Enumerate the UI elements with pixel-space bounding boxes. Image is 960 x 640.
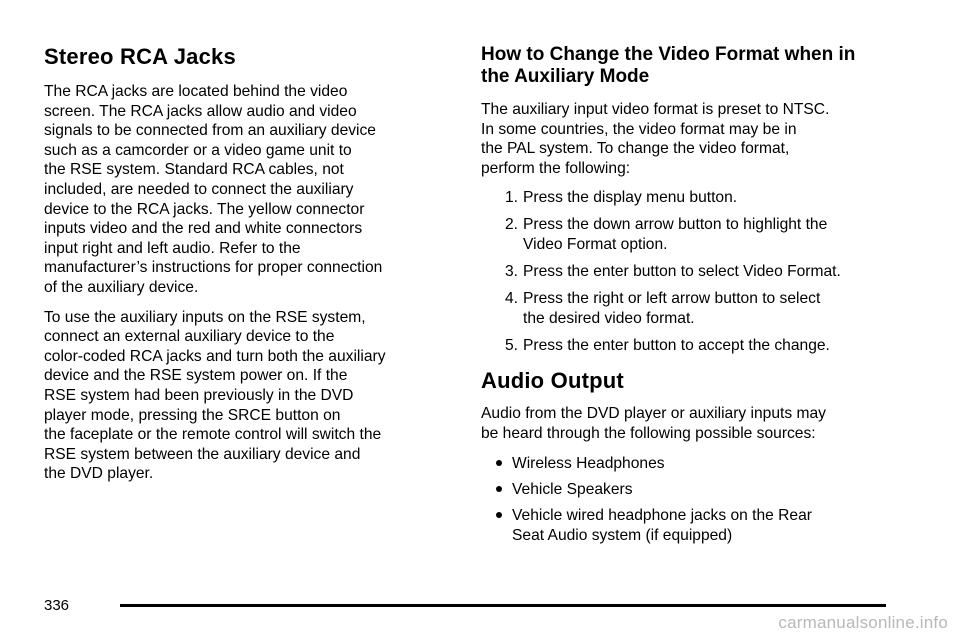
left-column [44, 44, 444, 494]
list-item [481, 215, 901, 255]
bullet-icon [481, 454, 512, 474]
audio-sources-list [481, 454, 901, 546]
watermark-text: carmanualsonline.info [778, 613, 948, 632]
list-item [481, 336, 901, 356]
list-item [481, 188, 901, 208]
list-item [481, 262, 901, 282]
footer-rule [120, 604, 886, 607]
step-text: Press the enter button to accept the change. [523, 337, 830, 355]
video-format-steps [481, 188, 901, 356]
right-column [481, 44, 901, 552]
page-number: 336 [44, 597, 70, 614]
step-number: 3. [504, 263, 518, 281]
section-heading-stereo-rca-jacks: Stereo RCA Jacks [44, 44, 236, 69]
bullet-text: Wireless Headphones [512, 454, 665, 472]
step-text: Press the display menu button. [523, 189, 738, 207]
step-number: 4. [504, 290, 518, 308]
audio-output-intro: Audio from the DVD player or auxiliary inputs may be heard through the following possible sources: [481, 405, 826, 442]
list-item [481, 454, 901, 474]
auxiliary-inputs-paragraph: To use the auxiliary inputs on the RSE system, connect an external auxiliary device to the color-coded RCA jacks and turn both the auxiliary device and the RSE system power on. If the RSE system had been previously in the DVD player mode, pressing the SRCE button on the faceplate or the remote control will switch the RSE system between the auxiliary device and the DVD player. [44, 308, 386, 483]
bullet-icon [481, 506, 512, 546]
section-heading-audio-output: Audio Output [481, 368, 624, 394]
section-heading-video-format: How to Change the Video Format when in the Auxiliary Mode [481, 44, 856, 87]
step-text: Press the right or left arrow button to select the desired video format. [523, 290, 821, 328]
step-number: 1. [504, 189, 518, 207]
step-number: 2. [504, 216, 518, 234]
list-item [481, 289, 901, 329]
bullet-icon [481, 480, 512, 500]
bullet-text: Vehicle wired headphone jacks on the Rear Seat Audio system (if equipped) [512, 506, 812, 544]
list-item [481, 480, 901, 500]
list-item [481, 506, 901, 546]
step-text: Press the down arrow button to highlight the Video Format option. [523, 216, 828, 254]
video-format-intro: The auxiliary input video format is preset to NTSC. In some countries, the video format may be in the PAL system. To change the video format, perform the following: [481, 101, 830, 177]
bullet-text: Vehicle Speakers [512, 480, 633, 498]
step-text: Press the enter button to select Video Format. [523, 263, 841, 281]
rca-jacks-paragraph: The RCA jacks are located behind the video screen. The RCA jacks allow audio and video signals to be connected from an auxiliary device such as a camcorder or a video game unit to the RSE system. Standard RCA cables, not included, are needed to connect the auxiliary device to the RCA jacks. The yellow connector inputs video and the red and white connectors input right and left audio. Refer to the manufacturer’s instructions for proper connection of the auxiliary device. [44, 83, 383, 296]
step-number: 5. [504, 337, 518, 355]
